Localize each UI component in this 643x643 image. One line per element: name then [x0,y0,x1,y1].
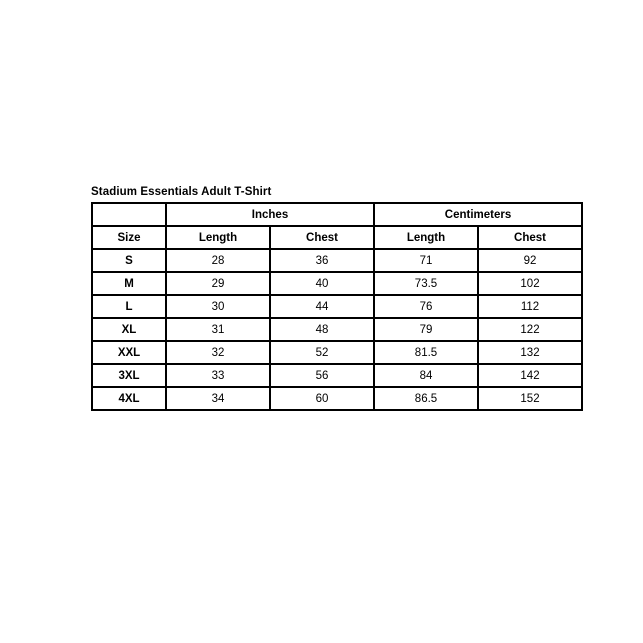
cell-cm-length: 81.5 [374,341,478,364]
cell-in-length: 31 [166,318,270,341]
cell-cm-chest: 142 [478,364,582,387]
cell-cm-length: 86.5 [374,387,478,410]
cell-in-chest: 44 [270,295,374,318]
cell-in-chest: 60 [270,387,374,410]
cell-cm-length: 76 [374,295,478,318]
row-size-label: M [92,272,166,295]
table-row [92,249,582,272]
header-unit-centimeters: Centimeters [374,203,582,226]
cell-in-chest: 36 [270,249,374,272]
header-corner-blank [92,203,166,226]
table-row [92,272,582,295]
cell-in-chest: 48 [270,318,374,341]
cell-in-length: 29 [166,272,270,295]
cell-cm-chest: 122 [478,318,582,341]
table-header-columns [92,226,582,249]
page-title: Stadium Essentials Adult T-Shirt [91,186,272,198]
table-row [92,295,582,318]
table-row [92,364,582,387]
cell-in-length: 30 [166,295,270,318]
cell-in-length: 32 [166,341,270,364]
row-size-label: XXL [92,341,166,364]
header-col-in-chest: Chest [270,226,374,249]
size-chart-table [91,202,583,411]
row-size-label: S [92,249,166,272]
row-size-label: L [92,295,166,318]
cell-in-chest: 40 [270,272,374,295]
row-size-label: 3XL [92,364,166,387]
row-size-label: 4XL [92,387,166,410]
table-header-units [92,203,582,226]
cell-cm-chest: 132 [478,341,582,364]
cell-in-chest: 52 [270,341,374,364]
cell-cm-chest: 102 [478,272,582,295]
header-col-in-length: Length [166,226,270,249]
row-size-label: XL [92,318,166,341]
header-unit-inches: Inches [166,203,374,226]
table-row [92,341,582,364]
size-chart-document [91,186,581,411]
header-col-size: Size [92,226,166,249]
cell-in-length: 28 [166,249,270,272]
header-col-cm-length: Length [374,226,478,249]
header-col-cm-chest: Chest [478,226,582,249]
table-row [92,387,582,410]
cell-in-length: 33 [166,364,270,387]
cell-cm-length: 79 [374,318,478,341]
cell-in-chest: 56 [270,364,374,387]
cell-cm-length: 71 [374,249,478,272]
cell-cm-length: 84 [374,364,478,387]
cell-in-length: 34 [166,387,270,410]
cell-cm-chest: 92 [478,249,582,272]
table-row [92,318,582,341]
cell-cm-chest: 152 [478,387,582,410]
cell-cm-length: 73.5 [374,272,478,295]
cell-cm-chest: 112 [478,295,582,318]
